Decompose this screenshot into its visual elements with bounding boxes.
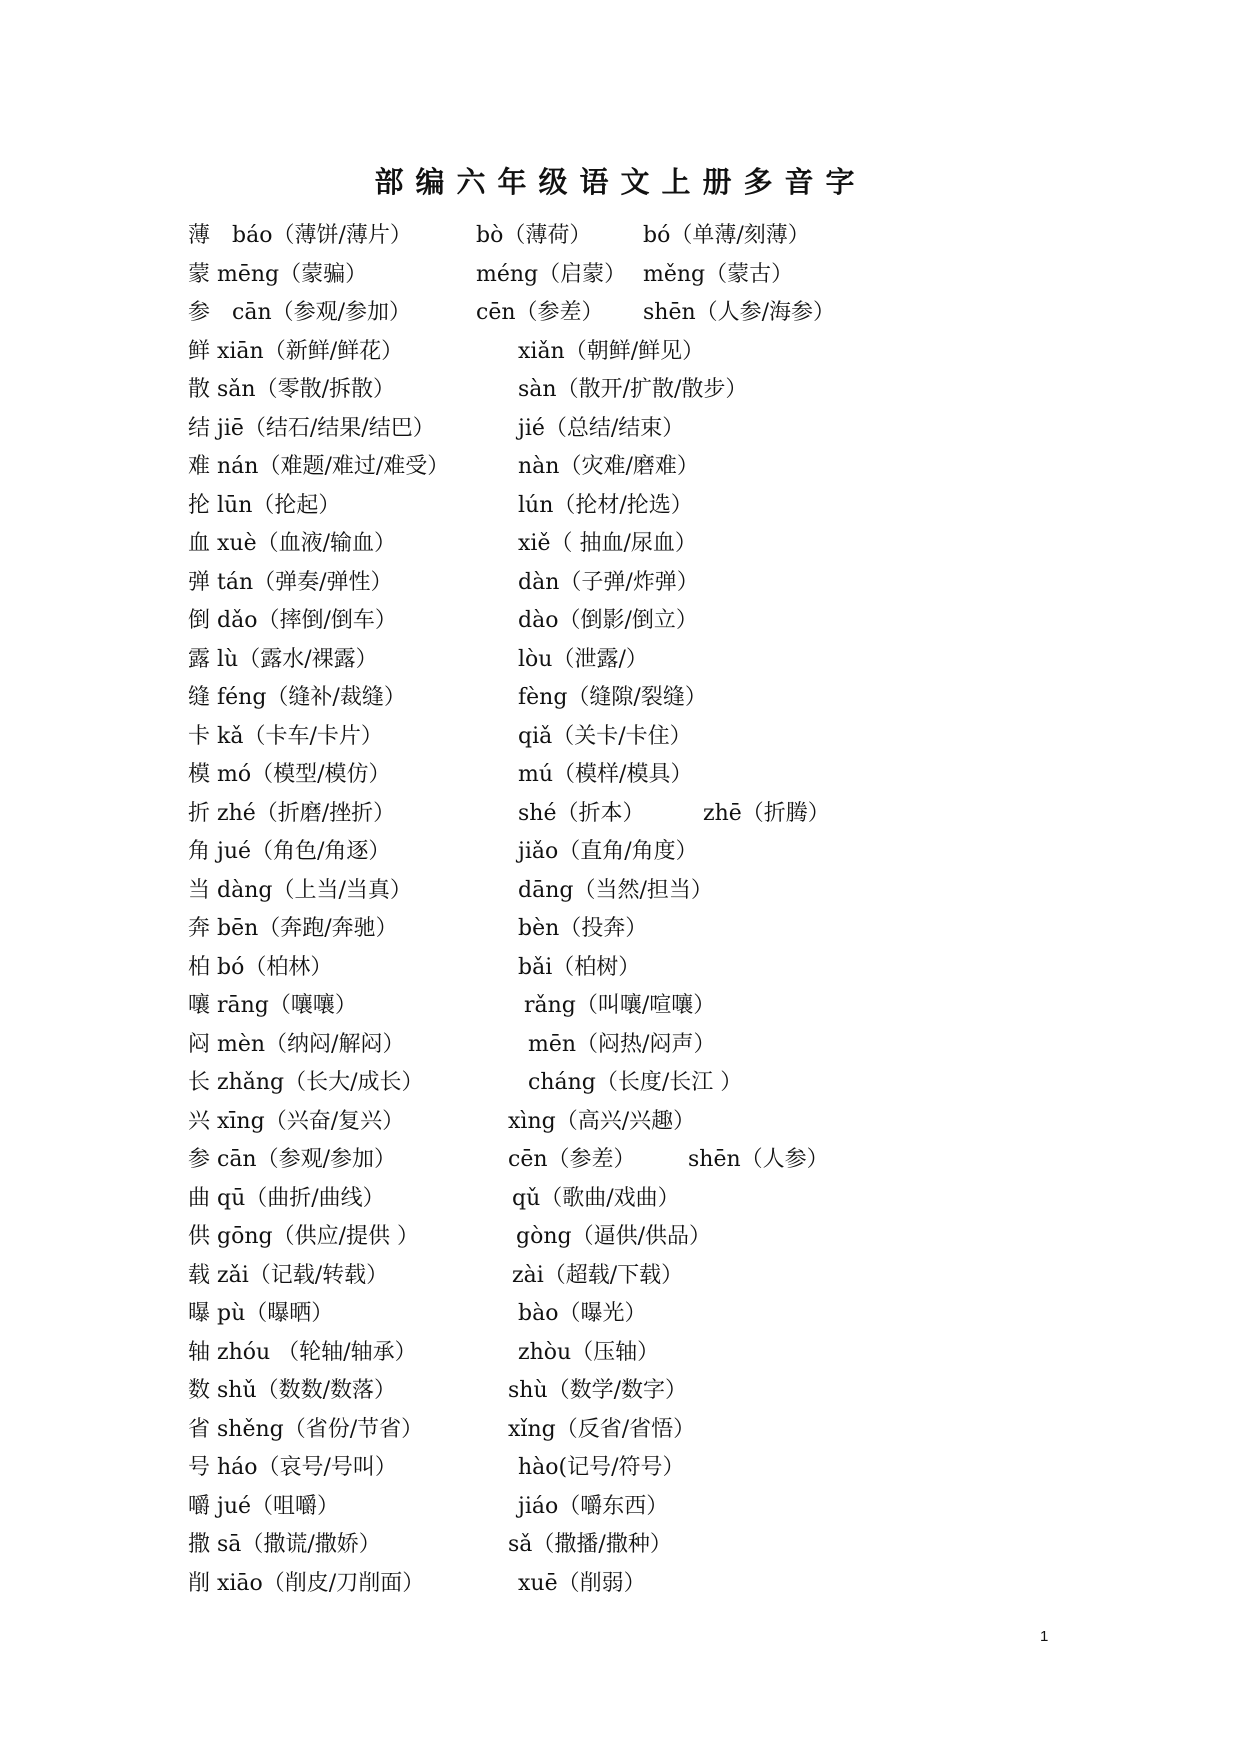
char-entry: 参 cān（参观/参加） [188, 1147, 397, 1172]
alt-reading: xiě（ 抽血/尿血） [518, 531, 697, 556]
list-row [188, 1295, 1088, 1334]
char-entry: 兴 xīng（兴奋/复兴） [188, 1108, 405, 1134]
alt-reading: xuē（削弱） [518, 1570, 646, 1596]
list-row [188, 1026, 1088, 1065]
list-row [188, 256, 1088, 295]
char-entry: 结 jiē（结石/结果/结巴） [188, 415, 435, 441]
alt-reading: mēn（闷热/闷声） [528, 1031, 716, 1057]
alt-reading: sǎ（撒播/撒种） [508, 1532, 672, 1557]
alt-reading: xìng（高兴/兴趣） [508, 1108, 696, 1134]
char-entry: 供 gōng（供应/提供 ） [188, 1224, 419, 1249]
alt-reading: shé（折本） [518, 800, 645, 826]
list-row [188, 564, 1088, 603]
char-entry: 当 dàng（上当/当真） [188, 877, 412, 903]
list-row [188, 1103, 1088, 1142]
char-entry: 削 xiāo（削皮/刀削面） [188, 1570, 425, 1596]
list-row [188, 756, 1088, 795]
list-row [188, 1257, 1088, 1296]
char-entry: 省 shěng（省份/节省） [188, 1416, 424, 1442]
char-entry: 撒 sā（撒谎/撒娇） [188, 1532, 381, 1557]
list-row [188, 1488, 1088, 1527]
char-entry: 长 zhǎng（长大/成长） [188, 1070, 424, 1095]
char-entry: 轴 zhóu （轮轴/轴承） [188, 1339, 417, 1365]
char-entry: 难 nán（难题/难过/难受） [188, 454, 450, 479]
char-entry: 缝 féng（缝补/裁缝） [188, 685, 406, 710]
list-row [188, 602, 1088, 641]
alt-reading: bǎi（柏树） [518, 954, 641, 980]
alt-reading: xǐng（反省/省悟） [508, 1416, 696, 1442]
alt-reading: gòng（逼供/供品） [516, 1224, 711, 1249]
char-entry: 模 mó（模型/模仿） [188, 762, 391, 787]
list-row [188, 333, 1088, 372]
alt-reading: cēn（参差） [476, 300, 604, 325]
char-entry: 载 zǎi（记载/转载） [188, 1262, 389, 1288]
list-row [188, 679, 1088, 718]
alt-reading: qǔ（歌曲/戏曲） [512, 1185, 680, 1211]
list-row [188, 1565, 1088, 1604]
alt-reading: hào(记号/符号） [518, 1455, 685, 1480]
list-row [188, 910, 1088, 949]
list-row [188, 949, 1088, 988]
alt-reading: qiǎ（关卡/卡住） [518, 723, 692, 749]
list-row [188, 1449, 1088, 1488]
alt-reading: zài（超载/下载） [512, 1262, 684, 1288]
char-entry: 柏 bó（柏林） [188, 954, 333, 980]
char-entry: 参 cān（参观/参加） [188, 300, 412, 325]
alt-reading: zhē（折腾） [703, 800, 830, 826]
char-entry: 数 shǔ（数数/数落） [188, 1378, 397, 1403]
list-row [188, 833, 1088, 872]
alt-reading: shù（数学/数字） [508, 1378, 688, 1403]
list-row [188, 872, 1088, 911]
list-row [188, 718, 1088, 757]
alt-reading: jiáo（嚼东西） [518, 1493, 669, 1519]
list-row [188, 1218, 1088, 1257]
alt-reading: měng（蒙古） [643, 261, 794, 287]
list-row [188, 294, 1088, 333]
char-entry: 血 xuè（血液/输血） [188, 531, 397, 556]
alt-reading: jié（总结/结束） [518, 415, 685, 441]
list-row [188, 410, 1088, 449]
char-entry: 角 jué（角色/角逐） [188, 839, 391, 864]
list-row [188, 1064, 1088, 1103]
page-title: 部编六年级语文上册多音字 [374, 165, 867, 199]
list-row [188, 795, 1088, 834]
alt-reading: bèn（投奔） [518, 916, 648, 941]
alt-reading: bó（单薄/刻薄） [643, 223, 810, 248]
char-entry: 卡 kǎ（卡车/卡片） [188, 723, 383, 749]
alt-reading: jiǎo（直角/角度） [518, 839, 698, 864]
char-entry: 蒙 mēng（蒙骗） [188, 261, 368, 287]
char-entry: 奔 bēn（奔跑/奔驰） [188, 916, 398, 941]
char-entry: 号 háo（哀号/号叫） [188, 1455, 397, 1480]
alt-reading: nàn（灾难/磨难） [518, 454, 699, 479]
alt-reading: méng（启蒙） [476, 261, 627, 287]
char-entry: 曲 qū（曲折/曲线） [188, 1185, 385, 1211]
list-row [188, 641, 1088, 680]
page-number: 1 [1040, 1628, 1049, 1645]
char-entry: 散 sǎn（零散/拆散） [188, 377, 395, 402]
alt-reading: bào（曝光） [518, 1301, 647, 1326]
alt-reading: dào（倒影/倒立） [518, 608, 698, 633]
alt-reading: lòu（泄露/） [518, 646, 648, 672]
alt-reading: lún（抡材/抡选） [518, 492, 693, 518]
char-entry: 露 lù（露水/裸露） [188, 646, 378, 672]
char-entry: 倒 dǎo（摔倒/倒车） [188, 608, 397, 633]
list-row [188, 448, 1088, 487]
list-row [188, 1141, 1088, 1180]
alt-reading: rǎng（叫嚷/喧嚷） [524, 993, 716, 1018]
alt-reading: fèng（缝隙/裂缝） [518, 685, 707, 710]
alt-reading: cháng（长度/长江 ） [528, 1070, 743, 1095]
char-entry: 闷 mèn（纳闷/解闷） [188, 1031, 405, 1057]
alt-reading: sàn（散开/扩散/散步） [518, 377, 748, 402]
list-row [188, 1411, 1088, 1450]
char-entry: 弹 tán（弹奏/弹性） [188, 569, 393, 595]
alt-reading: zhòu（压轴） [518, 1339, 660, 1365]
char-entry: 嚼 jué（咀嚼） [188, 1493, 340, 1519]
alt-reading: mú（模样/模具） [518, 762, 693, 787]
alt-reading: shēn（人参） [688, 1147, 829, 1172]
list-row [188, 1334, 1088, 1373]
list-row [188, 1372, 1088, 1411]
alt-reading: xiǎn（朝鲜/鲜见） [518, 338, 705, 364]
list-row [188, 371, 1088, 410]
list-row [188, 1526, 1088, 1565]
alt-reading: cēn（参差） [508, 1147, 636, 1172]
char-entry: 曝 pù（曝晒） [188, 1301, 334, 1326]
char-entry: 嚷 rāng（嚷嚷） [188, 993, 357, 1018]
list-row [188, 987, 1088, 1026]
list-row [188, 1180, 1088, 1219]
char-entry: 折 zhé（折磨/挫折） [188, 800, 396, 826]
char-entry: 薄 báo（薄饼/薄片） [188, 223, 412, 248]
alt-reading: shēn（人参/海参） [643, 300, 836, 325]
char-entry: 抡 lūn（抡起） [188, 492, 341, 518]
alt-reading: dàn（子弹/炸弹） [518, 569, 699, 595]
list-row [188, 487, 1088, 526]
polyphone-list [188, 217, 1088, 1603]
list-row [188, 525, 1088, 564]
alt-reading: bò（薄荷） [476, 223, 592, 248]
list-row [188, 217, 1088, 256]
alt-reading: dāng（当然/担当） [518, 877, 713, 903]
char-entry: 鲜 xiān（新鲜/鲜花） [188, 338, 404, 364]
